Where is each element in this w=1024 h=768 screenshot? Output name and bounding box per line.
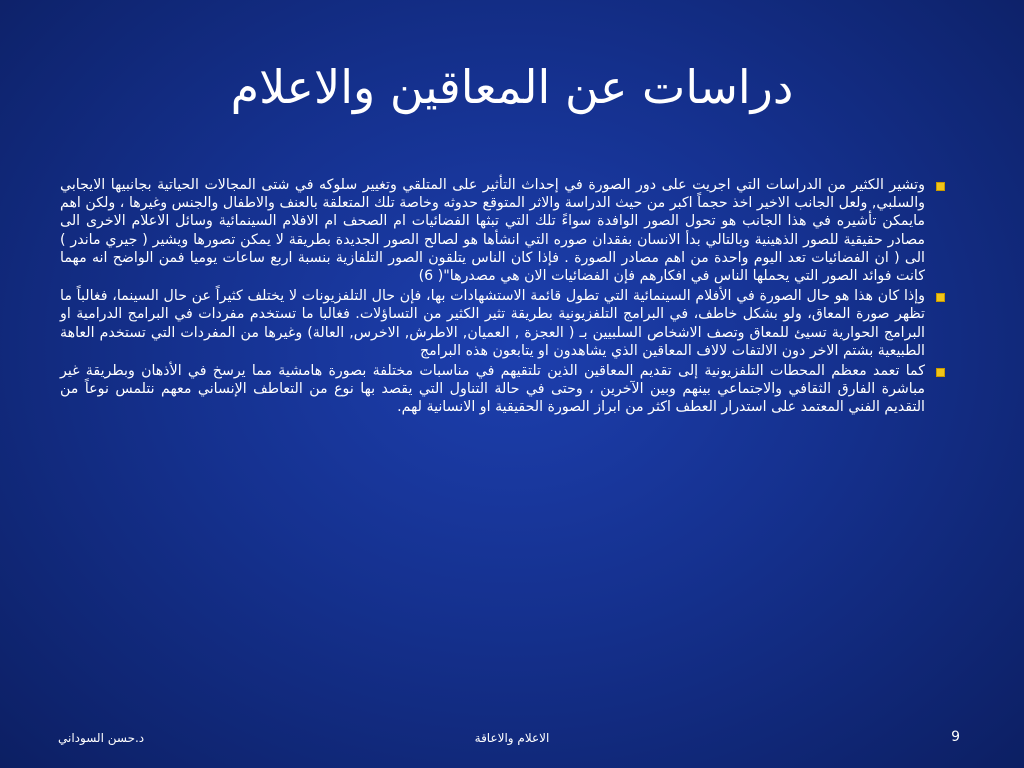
bullet-text: وتشير الكثير من الدراسات التي اجريت على دور الصورة في إحداث التأثير على المتلقي وتغيير سلوكه في شتى المجالات الحياتية بجانبيها الايجابي والسلبي, ولعل الجانب الاخير اخذ حجماً اكبر من حيث الدراسة والاثر المتوقع حدوثه وخاصة تلك المتعلقة بالعنف والاطفال والجنس وغيرها ، ولكن اهم مايمكن تأشيره في هذا الجانب هو تحول الصور الوافدة سواءً تلك التي تبثها الفضائيات ام الصحف ام الافلام السينمائية وسائل الاعلام الاخرى الى مصادر حقيقية للصور الذهينية وبالتالي بدأ الانسان بفقدان صوره التي انشأها هو لصالح الصور الجديدة بطريقة لا يمكن تصورها ويشير ( جيري ماندر ) الى ( ان الفضائيات تعد اليوم واحدة من اهم مصادر الصورة . فإذا كان الناس يتلقون الصور التلفازية بنسبة اربع ساعات يوميا فمن الواضح انه مهما كانت فوائد الصور التي يحملها الناس في افكارهم فإن الفضائيات الان هي مصدرها"( 6): [60, 177, 925, 285]
square-bullet-icon: [936, 182, 945, 191]
bullet-item: [60, 362, 945, 417]
bullet-item: [60, 176, 945, 285]
bullet-text: كما تعمد معظم المحطات التلفزيونية إلى تقديم المعاقين الذين تلتقيهم في مناسبات مختلفة بصورة هامشية مما يرسخ في الأذهان وبطريقة غير مباشرة الفارق الثقافي والاجتماعي بينهم وبين الآخرين ، وحتى في حالة التناول التي يقصد بها نوع من التعاطف الإنساني معهم نتلمس نوعاً من التقديم الفني المعتمد على استدرار العطف اكثر من ابراز الصورة الحقيقية او الانسانية لهم.: [60, 363, 925, 416]
bullet-list: [60, 176, 945, 419]
bullet-text: وإذا كان هذا هو حال الصورة في الأفلام السينمائية التي تطول قائمة الاستشهادات بها، فإن حال التلفزيونات لا يختلف كثيراً عن حال السينما، فغالباً ما تظهر صورة المعاق، ولو بشكل خاطف، في البرامج التلفزيونية بطريقة تثير الكثير من التساؤلات. فغالبا ما تستخدم مفردات في البرامج الدرامية او البرامج الحوارية تسيئ للمعاق وتصف الاشخاص السلبيين بـ ( العجزة , العميان, الاطرش, الاخرس, العالة) وغيرها من المفردات التي تستخدم العاهة الطبيعية بشتم الاخر دون الالتفات لالاف المعاقين الذي يشاهدون او يتابعون هذه البرامج: [60, 288, 925, 359]
square-bullet-icon: [936, 368, 945, 377]
footer-topic: الاعلام والاعاقة: [474, 731, 550, 745]
bullet-item: [60, 287, 945, 360]
slide-title: دراسات عن المعاقين والاعلام: [230, 60, 794, 114]
page-number: 9: [951, 729, 960, 745]
footer-author: د.حسن السوداني: [58, 731, 145, 745]
square-bullet-icon: [936, 293, 945, 302]
